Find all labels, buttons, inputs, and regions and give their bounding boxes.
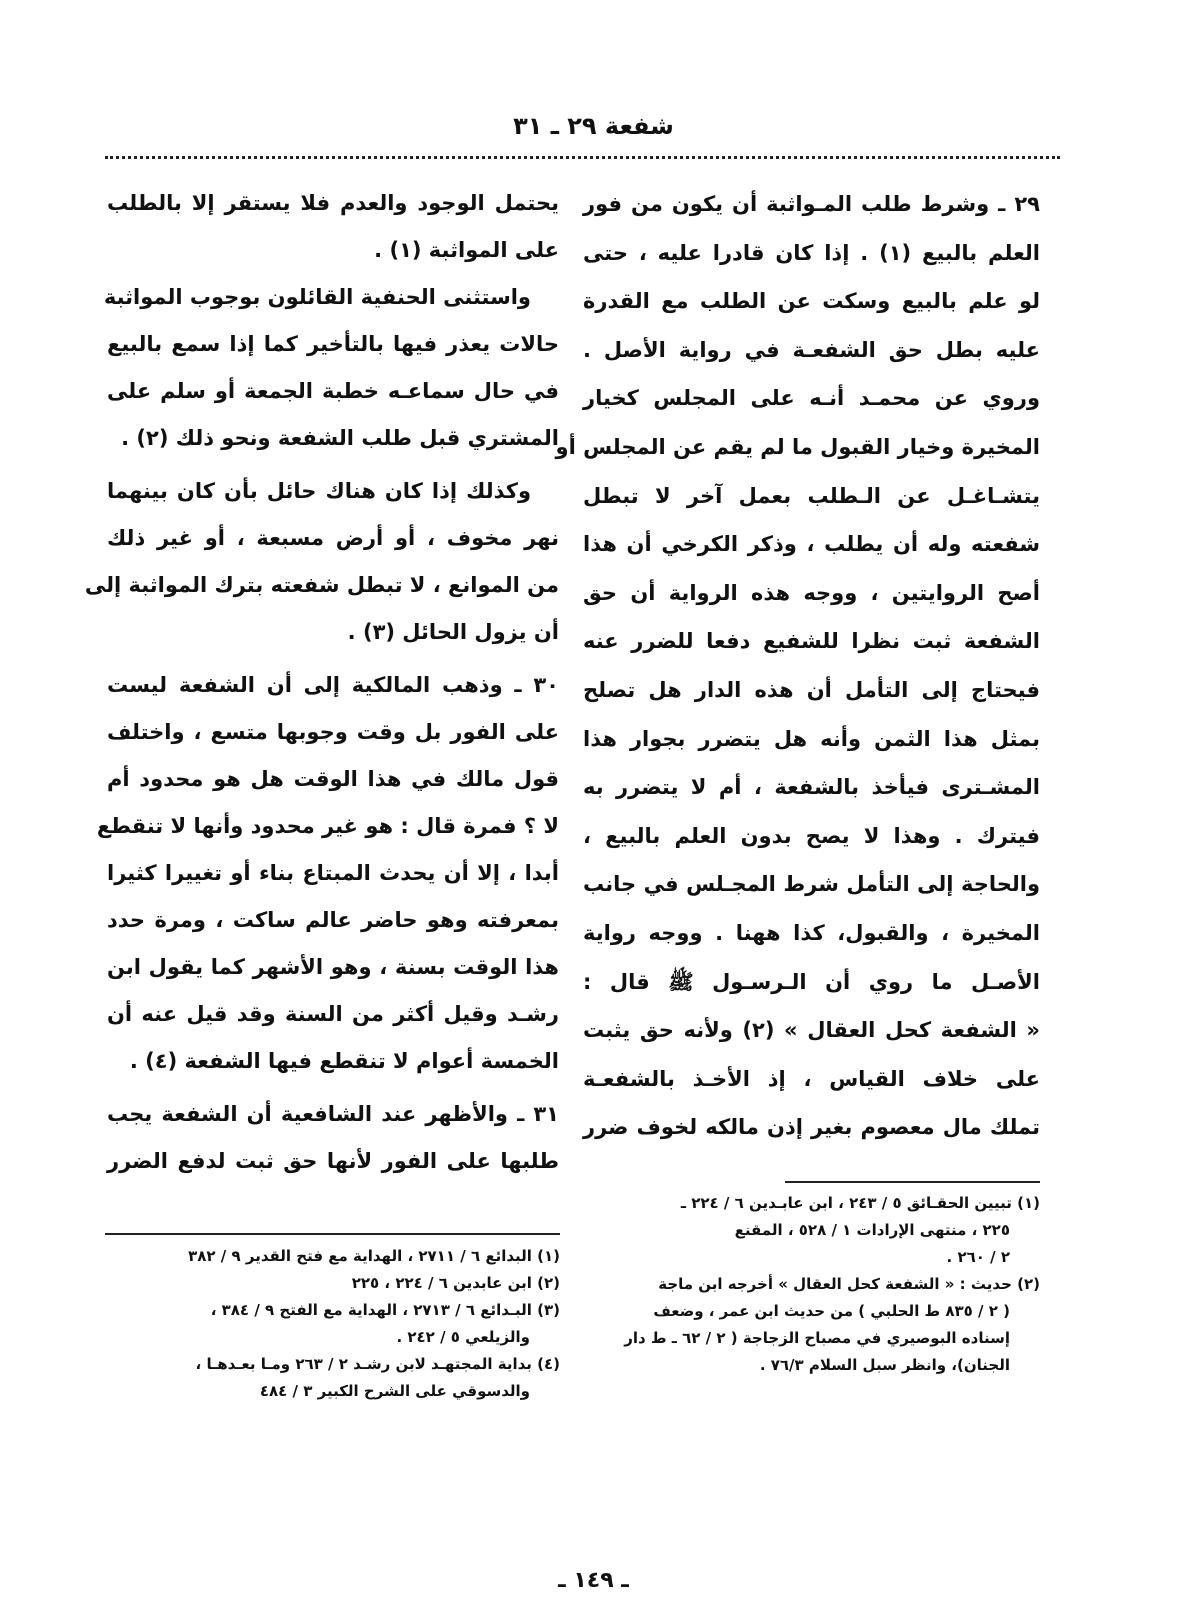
footnote-line: (٣) البـدائع ٦ / ٢٧١٣ ، الهداية مع الفتح ٩ / ٣٨٤ ،	[210, 1301, 560, 1319]
text-line: لو علم بالبيع وسكت عن الطلب مع القدرة	[583, 289, 1040, 314]
text-line: بمثل هذا الثمن وأنه هل يتضرر بجوار هذا	[583, 726, 1040, 751]
footnote-line: ٢ / ٢٦٠ .	[946, 1248, 1010, 1266]
text-line: الأصـل ما روي أن الـرسـول ﷺ قال :	[583, 969, 1040, 994]
text-line: حالات يعذر فيها بالتأخير كما إذا سمع بالبيع	[107, 332, 559, 356]
text-line: الشفعة ثبت نظرا للشفيع دفعا للضرر عنه	[583, 629, 1040, 654]
text-line: واستثنى الحنفية القائلون بوجوب المواثبة	[103, 285, 531, 309]
text-line: أبدا ، إلا أن يحدث المبتاع بناء أو تغييرا كثيرا	[107, 861, 559, 885]
footnote-rule-right	[785, 1181, 1040, 1183]
left-column-text	[84, 180, 559, 1185]
header-dotted-divider	[105, 156, 1060, 159]
text-line: الخمسة أعوام لا تنقطع فيها الشفعة (٤) .	[129, 1049, 559, 1073]
text-line: فيحتاج إلى التأمل أن هذه الدار هل تصلح	[583, 677, 1040, 702]
text-line: من الموانع ، لا تبطل شفعته بترك المواثبة إلى	[84, 573, 559, 597]
footnote-line: (٢) ابن عابدين ٦ / ٢٢٤ ، ٢٢٥	[351, 1274, 560, 1292]
text-line: رشـد وقيل أكثر من السنة وقد قيل عنه أن	[107, 1002, 559, 1026]
text-line: المشـترى فيأخذ بالشفعة ، أم لا يتضرر به	[583, 775, 1040, 800]
text-line: عليه بطل حق الشفعـة في رواية الأصل .	[583, 337, 1040, 362]
text-line: « الشفعة كحل العقال » (٢) ولأنه حق يثبت	[583, 1018, 1040, 1043]
text-line: المخيرة ، والقبول، كذا ههنا . ووجه رواية	[583, 920, 1040, 945]
text-line: نهر مخوف ، أو أرض مسبعة ، أو غير ذلك	[107, 526, 559, 550]
text-line: العلم بالبيع (١) . إذا كان قادرا عليه ، حتى	[583, 240, 1041, 265]
text-line: أصح الروايتين ، ووجه هذه الرواية أن حق	[583, 580, 1040, 605]
running-header: شفعة ٢٩ ـ ٣١	[513, 112, 674, 140]
text-line: بمعرفته وهو حاضر عالم ساكت ، ومرة حدد	[107, 908, 559, 932]
footnote-line: ( ٢ / ٨٣٥ ط الحلبي ) من حديث ابن عمر ، وضعف	[653, 1302, 1010, 1320]
text-line: تملك مال معصوم بغير إذن مالكه لخوف ضرر	[583, 1115, 1040, 1140]
footnote-line: والزيلعي ٥ / ٢٤٢ .	[396, 1328, 530, 1346]
text-line: طلبها على الفور لأنها حق ثبت لدفع الضرر	[107, 1149, 559, 1173]
text-line: أن يزول الحائل (٣) .	[347, 620, 559, 644]
text-line: يحتمل الوجود والعدم فلا يستقر إلا بالطلب	[107, 191, 559, 215]
footnote-line: (١) البدائع ٦ / ٢٧١١ ، الهداية مع فتح القدير ٩ / ٣٨٢	[188, 1247, 560, 1265]
footnote-line: (٢) حديث : « الشفعة كحل العقال » أخرجه ابن ماجة	[658, 1275, 1040, 1293]
text-line: ٣١ ـ والأظهر عند الشافعية أن الشفعة يجب	[107, 1102, 559, 1126]
footnote-line: ٢٢٥ ، منتهى الإرادات ١ / ٥٢٨ ، المقنع	[734, 1221, 1010, 1239]
text-line: شفعته وله أن يطلب ، وذكر الكرخي أن هذا	[583, 532, 1040, 557]
page-number: ـ ١٤٩ ـ	[558, 1568, 629, 1593]
text-line: المشتري قبل طلب الشفعة ونحو ذلك (٢) .	[121, 426, 559, 450]
text-line: ٣٠ ـ وذهب المالكية إلى أن الشفعة ليست	[107, 673, 559, 697]
text-line: وروي عن محمـد أنـه على المجلس كخيار	[583, 386, 1040, 411]
text-line: على الفور بل وقت وجوبها متسع ، واختلف	[107, 720, 559, 744]
text-line: وكذلك إذا كان هناك حائل بأن كان بينهما	[107, 479, 531, 503]
footnote-line: الجنان)، وانظر سبل السلام ٧٦/٣ .	[759, 1356, 1010, 1374]
text-line: هذا الوقت بسنة ، وهو الأشهر كما يقول ابن	[107, 955, 559, 979]
text-line: على خلاف القياس ، إذ الأخـذ بالشفعـة	[583, 1066, 1040, 1091]
text-line: والحاجة إلى التأمل شرط المجـلس في جانب	[583, 872, 1040, 897]
text-line: قول مالك في هذا الوقت هل هو محدود أم	[107, 767, 559, 791]
right-column-text	[555, 180, 1041, 1152]
footnote-line: والدسوقي على الشرح الكبير ٣ / ٤٨٤	[259, 1382, 530, 1400]
text-line: في حال سماعـه خطبة الجمعة أو سلم على	[107, 379, 559, 403]
footnote-line: (٤) بداية المجتهـد لابن رشـد ٢ / ٢٦٣ ومـا بعـدهـا ،	[195, 1355, 560, 1373]
footnote-rule-left	[105, 1233, 560, 1235]
text-line: على المواثبة (١) .	[374, 238, 559, 262]
text-line: لا ؟ فمرة قال : هو غير محدود وأنها لا تنقطع	[96, 814, 559, 838]
text-line: ٢٩ ـ وشرط طلب المـواثبة أن يكون من فور	[583, 192, 1040, 216]
left-footnotes	[105, 1243, 560, 1405]
footnote-line: إسناده البوصيري في مصباح الزجاجة ( ٢ / ٦٢ ـ ط دار	[624, 1329, 1010, 1347]
right-footnotes	[590, 1190, 1040, 1379]
text-line: المخيرة وخيار القبول ما لم يقم عن المجلس أو	[555, 434, 1040, 459]
text-line: فيترك . وهذا لا يصح بدون العلم بالبيع ،	[583, 823, 1040, 848]
text-line: يتشـاغـل عن الـطلب بعمل آخر لا تبطل	[583, 483, 1040, 508]
footnote-line: (١) تبيين الحقـائق ٥ / ٢٤٣ ، ابن عابـدين ٦ / ٢٢٤ ـ	[680, 1194, 1040, 1212]
